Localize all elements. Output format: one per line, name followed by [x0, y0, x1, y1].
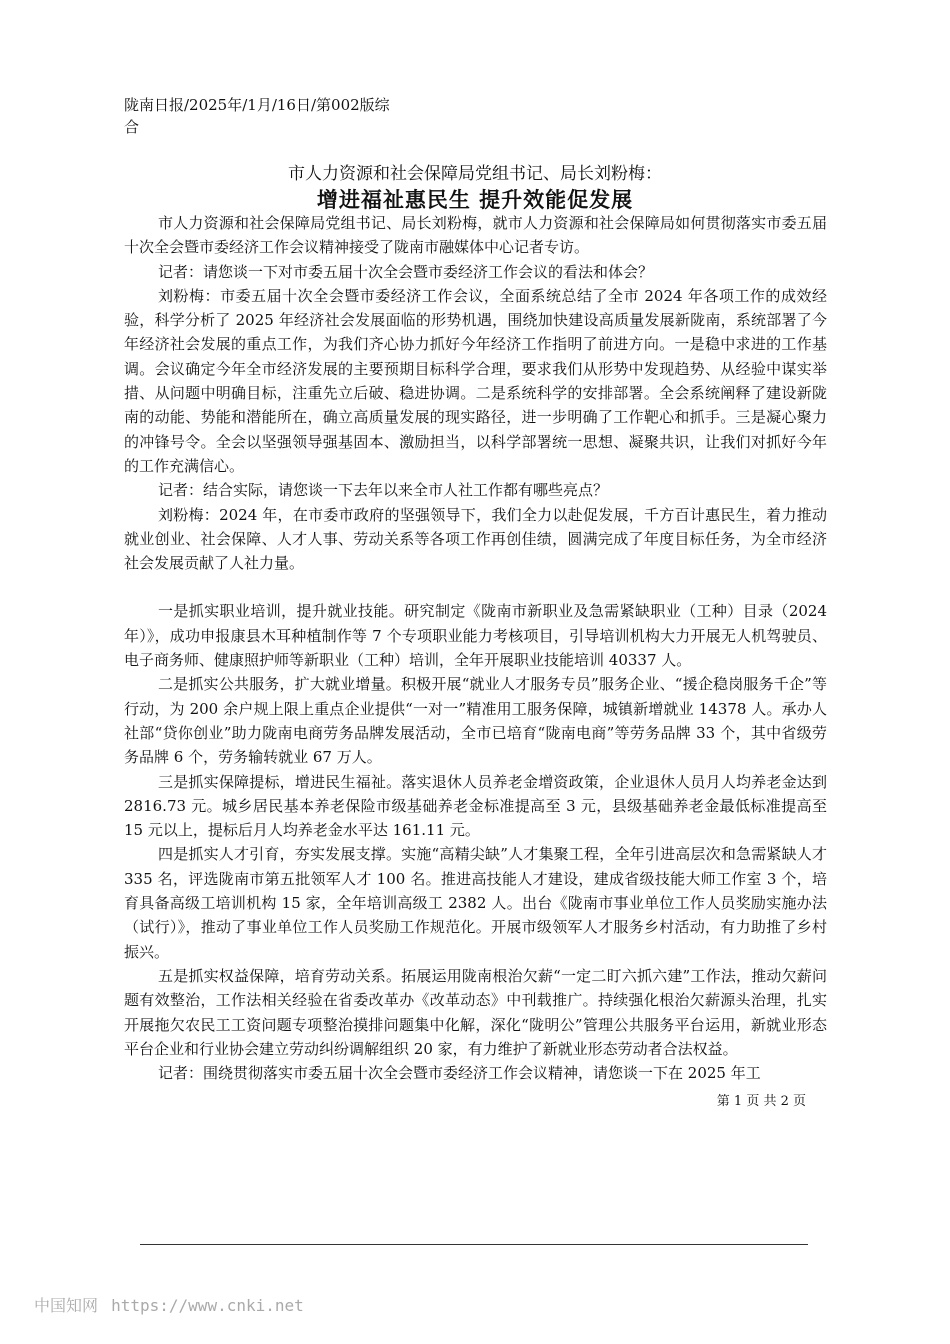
footer-divider — [140, 1244, 808, 1245]
point-paragraph: 四是抓实人才引育，夯实发展支撑。实施“高精尖缺”人才集聚工程，全年引进高层次和急需紧缺人才 335 名，评选陇南市第五批领军人才 100 名。推进高技能人才建设，建成省级技能大师工作室 3 个，培育具备高级工培训机构 15 家，全年培训高级工 2382 人。出台《陇南市事业单位工作人员奖励实施办法（试行）》，推动了事业单位工作人员奖励工作规范化。开展市级领军人才服务乡村活动，有力助推了乡村振兴。 — [124, 845, 827, 961]
point-paragraph: 二是抓实公共服务，扩大就业增量。积极开展“就业人才服务专员”服务企业、“援企稳岗服务千企”等行动，为 200 余户规上限上重点企业提供“一对一”精准用工服务保障，城镇新增就业 14378 人。承办人社部“贷你创业”助力陇南电商劳务品牌发展活动，全市已培育“陇南电商”等劳务品牌 33 个，其中省级劳务品牌 6 个，劳务输转就业 67 万人。 — [124, 675, 827, 767]
answer-paragraph: 刘粉梅：2024 年，在市委市政府的坚强领导下，我们全力以赴促发展，千方百计惠民生，着力推动就业创业、社会保障、人才人事、劳动关系等各项工作再创佳绩，圆满完成了年度目标任务，为全市经济社会发展贡献了人社力量。 — [124, 505, 827, 573]
point-paragraph: 三是抓实保障提标，增进民生福祉。落实退休人员养老金增资政策，企业退休人员月人均养老金达到 2816.73 元。城乡居民基本养老保险市级基础养老金标准提高至 3 元，县级基础养老金最低标准提高至 15 元以上，提标后月人均养老金水平达 161.11 元。 — [124, 772, 827, 840]
article-body — [124, 211, 827, 1083]
intro-paragraph: 市人力资源和社会保障局党组书记、局长刘粉梅，就市人力资源和社会保障局如何贯彻落实市委五届十次全会暨市委经济工作会议精神接受了陇南市融媒体中心记者专访。 — [124, 214, 827, 257]
article-subtitle: 市人力资源和社会保障局党组书记、局长刘粉梅： — [288, 164, 662, 184]
question-paragraph: 记者：结合实际，请您谈一下去年以来全市人社工作都有哪些亮点？ — [158, 481, 609, 500]
page-number: 第 1 页 共 2 页 — [716, 1094, 806, 1109]
footer — [34, 1294, 304, 1318]
source-line: 陇南日报/2025年/1月/16日/第002版综合 — [124, 96, 390, 136]
question-paragraph: 记者：请您谈一下对市委五届十次全会暨市委经济工作会议的看法和体会？ — [158, 262, 654, 281]
cnki-watermark: 中国知网 — [34, 1296, 99, 1315]
point-paragraph: 一是抓实职业培训，提升就业技能。研究制定《陇南市新职业及急需紧缺职业（工种）目录（2024 年）》，成功申报康县木耳种植制作等 7 个专项职业能力考核项目，引导培训机构大力开展无人机驾驶员、电子商务师、健康照护师等新职业（工种）培训，全年开展职业技能培训 40337 人。 — [124, 602, 827, 670]
point-paragraph: 五是抓实权益保障，培育劳动关系。拓展运用陇南根治欠薪“一定二盯六抓六建”工作法，推动欠薪问题有效整治，工作法相关经验在省委改革办《改革动态》中刊载推广。持续强化根治欠薪源头治理，扎实开展拖欠农民工工资问题专项整治摸排问题集中化解，深化“陇明公”管理公共服务平台运用，新就业形态平台企业和行业协会建立劳动纠纷调解组织 20 家，有力维护了新就业形态劳动者合法权益。 — [124, 966, 827, 1058]
question-paragraph: 记者：围绕贯彻落实市委五届十次全会暨市委经济工作会议精神，请您谈一下在 2025 年工 — [158, 1064, 761, 1083]
cnki-url-link[interactable]: https://www.cnki.net — [111, 1296, 304, 1315]
paragraph-spacer — [124, 575, 827, 599]
article-title: 增进福祉惠民生 提升效能促发展 — [316, 188, 634, 212]
answer-paragraph: 刘粉梅：市委五届十次全会暨市委经济工作会议，全面系统总结了全市 2024 年各项工作的成效经验，科学分析了 2025 年经济社会发展面临的形势机遇，围绕加快建设高质量发展新陇南，系统部署了今年经济社会发展的重点工作，为我们齐心协力抓好今年经济工作指明了前进方向。一是稳中求进的工作基调。会议确定今年全市经济发展的主要预期目标科学合理，要求我们从形势中发现趋势、从经验中谋实举措、从问题中明确目标，注重先立后破、稳进协调。二是系统科学的安排部署。全会系统阐释了建设新陇南的动能、势能和潜能所在，确立高质量发展的现实路径，进一步明确了工作靶心和抓手。三是凝心聚力的冲锋号令。全会以坚强领导强基固本、激励担当，以科学部署统一思想、凝聚共识，让我们对抓好今年的工作充满信心。 — [124, 286, 827, 475]
